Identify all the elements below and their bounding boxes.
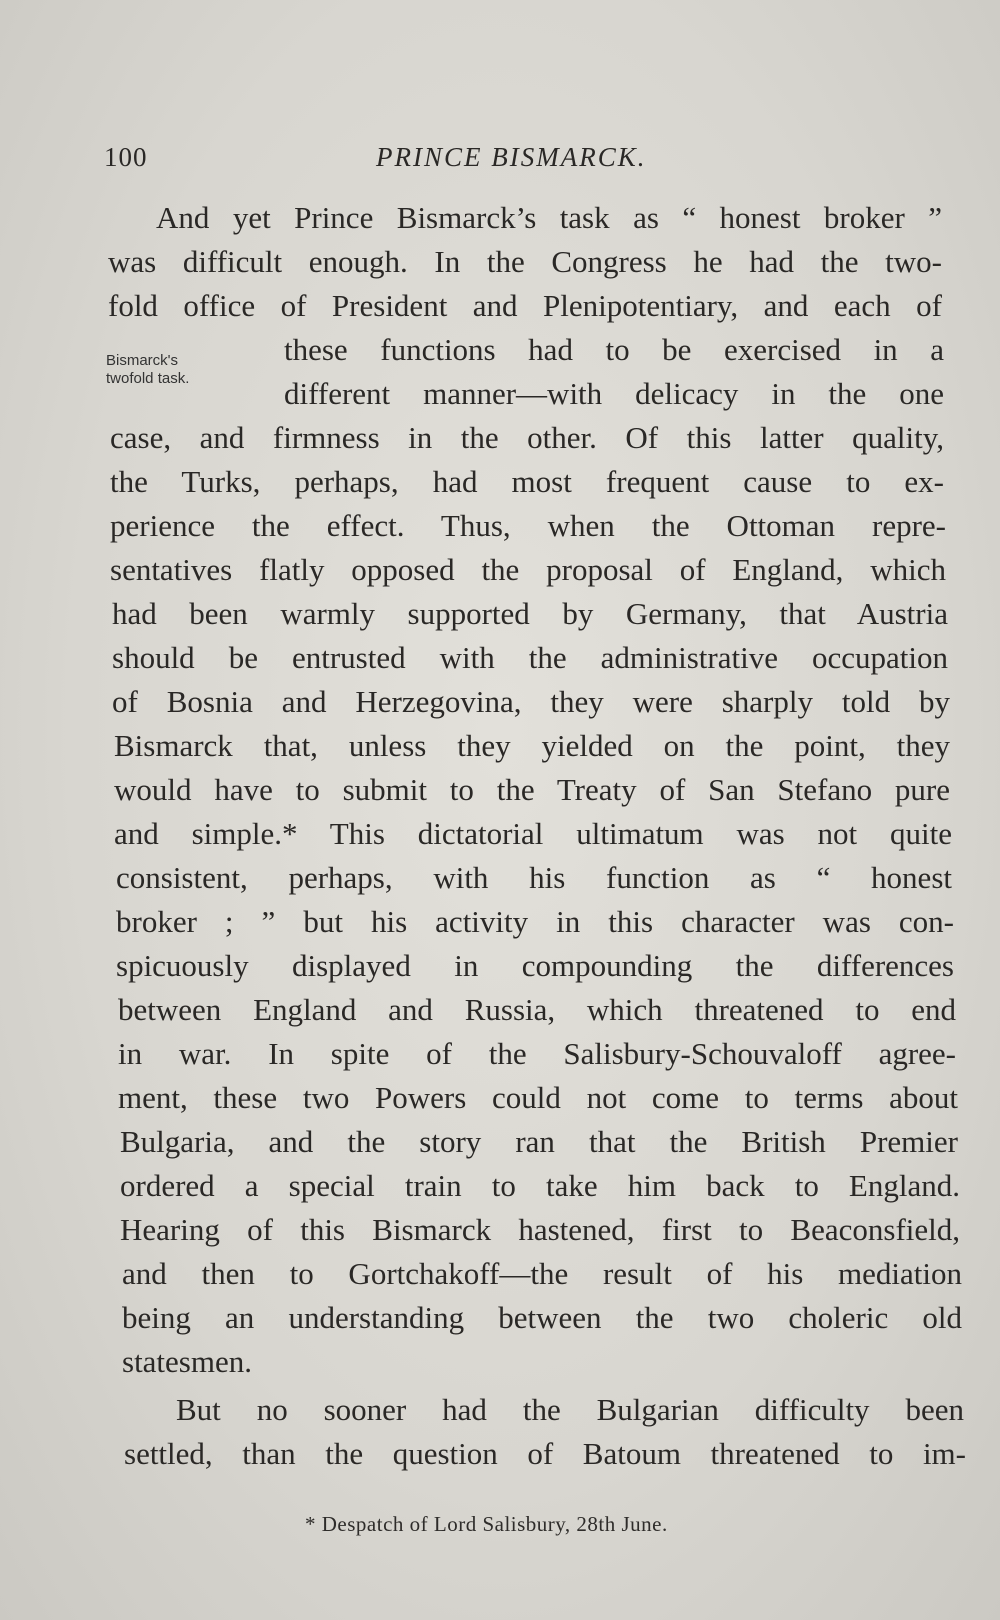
text-line: the Turks, perhaps, had most frequent cause to ex- bbox=[110, 464, 944, 499]
text-line: would have to submit to the Treaty of San Stefano pure bbox=[114, 772, 950, 807]
text-line: statesmen. bbox=[122, 1344, 252, 1379]
text-line: fold office of President and Plenipotentiary, and each of bbox=[108, 288, 942, 323]
text-line: between England and Russia, which threatened to end bbox=[118, 992, 956, 1027]
text-line: and simple.* This dictatorial ultimatum was not quite bbox=[114, 816, 952, 851]
text-line: Bulgaria, and the story ran that the British Premier bbox=[120, 1124, 958, 1159]
text-line: ordered a special train to take him back to England. bbox=[120, 1168, 960, 1203]
text-line: broker ; ” but his activity in this character was con- bbox=[116, 904, 954, 939]
text-line: And yet Prince Bismarck’s task as “ honest broker ” bbox=[156, 200, 942, 235]
text-line: sentatives flatly opposed the proposal of England, which bbox=[110, 552, 946, 587]
text-line: Hearing of this Bismarck hastened, first to Beaconsfield, bbox=[120, 1212, 960, 1247]
margin-note-line: Bismarck's bbox=[106, 352, 179, 369]
text-line: being an understanding between the two choleric old bbox=[122, 1300, 962, 1335]
text-line: was difficult enough. In the Congress he had the two- bbox=[108, 244, 942, 279]
text-line: settled, than the question of Batoum threatened to im- bbox=[124, 1436, 966, 1471]
footnote: * Despatch of Lord Salisbury, 28th June. bbox=[305, 1512, 668, 1536]
text-line: in war. In spite of the Salisbury-Schouvaloff agree- bbox=[118, 1036, 956, 1071]
margin-note-line: twofold task. bbox=[106, 370, 190, 387]
text-line: of Bosnia and Herzegovina, they were sharply told by bbox=[112, 684, 950, 719]
running-title: PRINCE BISMARCK. bbox=[376, 142, 647, 172]
text-line: consistent, perhaps, with his function as “ honest bbox=[116, 860, 952, 895]
text-line: spicuously displayed in compounding the differences bbox=[116, 948, 954, 983]
text-line: different manner—with delicacy in the one bbox=[284, 376, 944, 411]
text-line: and then to Gortchakoff—the result of his mediation bbox=[122, 1256, 962, 1291]
text-line: perience the effect. Thus, when the Ottoman repre- bbox=[110, 508, 946, 543]
text-line: ment, these two Powers could not come to terms about bbox=[118, 1080, 958, 1115]
text-line: Bismarck that, unless they yielded on the point, they bbox=[114, 728, 950, 763]
text-line: these functions had to be exercised in a bbox=[284, 332, 944, 367]
text-line: But no sooner had the Bulgarian difficulty been bbox=[176, 1392, 964, 1427]
text-line: had been warmly supported by Germany, that Austria bbox=[112, 596, 948, 631]
text-line: should be entrusted with the administrative occupation bbox=[112, 640, 948, 675]
text-line: case, and firmness in the other. Of this latter quality, bbox=[110, 420, 944, 455]
page-number: 100 bbox=[104, 142, 148, 172]
